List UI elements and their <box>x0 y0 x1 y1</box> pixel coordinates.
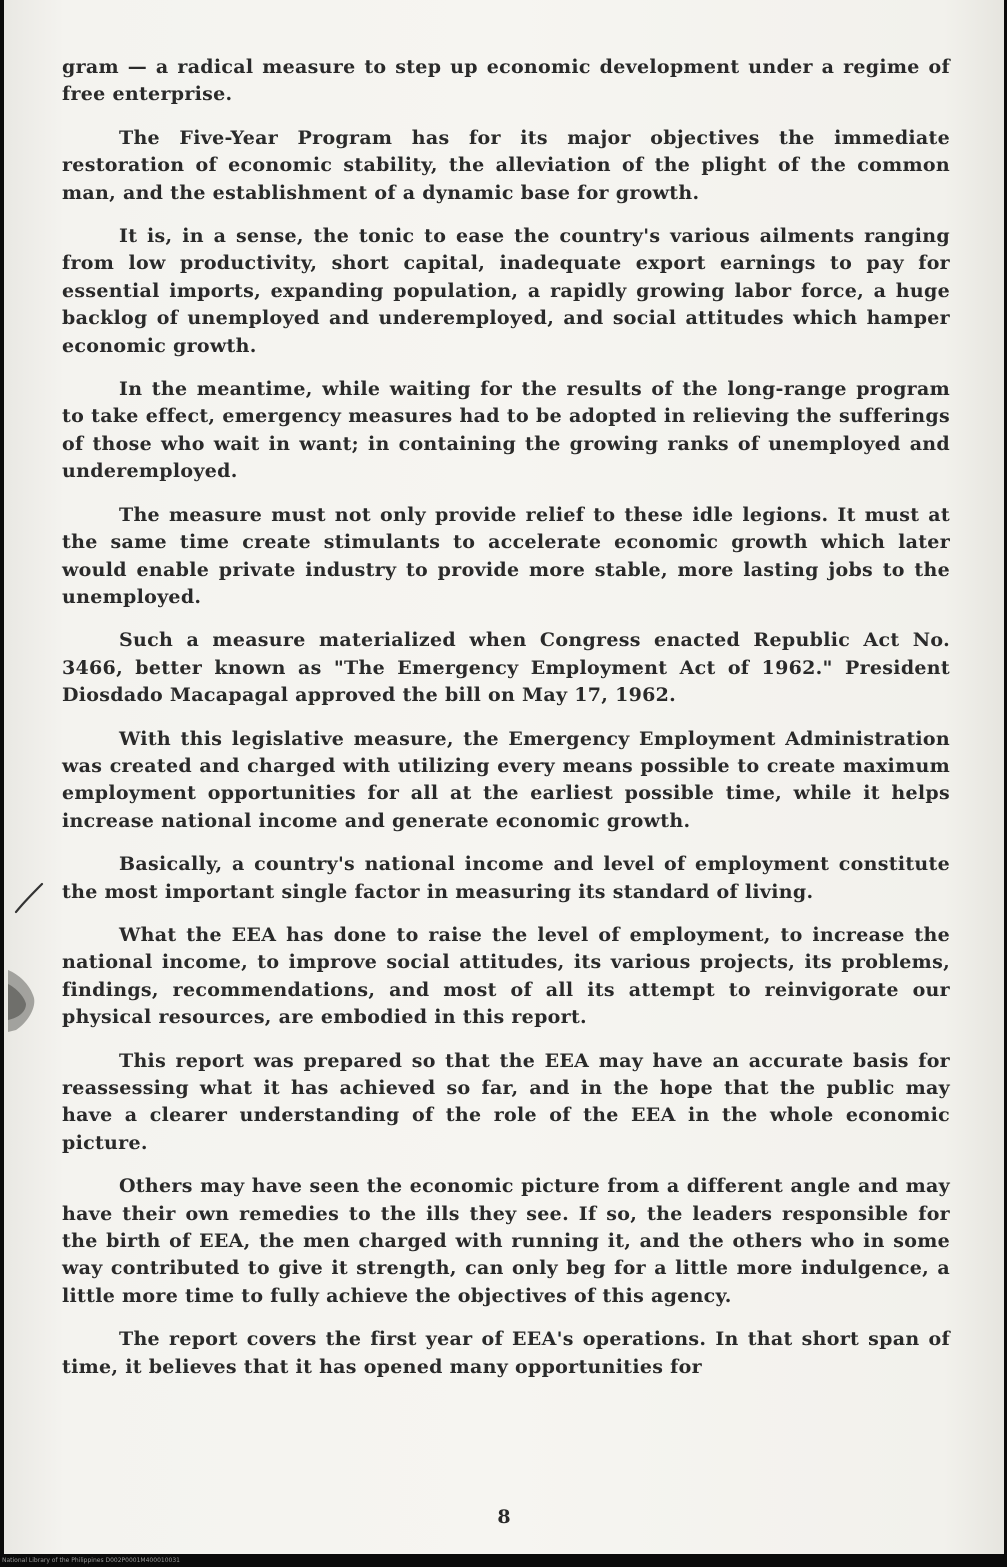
margin-stain-icon <box>8 966 38 1036</box>
paragraph-12: The report covers the first year of EEA's operations. In that short span of time, it believes that it has opened many opportunities for <box>62 1328 950 1378</box>
paragraph-7: With this legislative measure, the Emergency Employment Administration was created and charged with utilizing every means possible to create maximum employment opportunities for all at the earliest possible time, while it helps increase national income and generate economic growth. <box>62 727 950 832</box>
paragraph-4: In the meantime, while waiting for the results of the long-range program to take effect, emergency measures had to be adopted in relieving the sufferings of those who wait in want; in containing the growing ranks of unemployed and underemployed. <box>62 378 950 483</box>
paragraph-2: The Five-Year Program has for its major objectives the immediate restoration of economic stability, the alleviation of the plight of the common man, and the establishment of a dynamic base for growth. <box>62 126 950 204</box>
body-text <box>62 54 950 1397</box>
paragraph-3: It is, in a sense, the tonic to ease the country's various ailments ranging from low productivity, short capital, inadequate export earnings to pay for essential imports, expanding population, a rapidly growing labor force, a huge backlog of unemployed and underemployed, and social attitudes which hamper economic growth. <box>62 225 950 357</box>
paragraph-5: The measure must not only provide relief to these idle legions. It must at the same time create stimulants to accelerate economic growth which later would enable private industry to provide more stable, more lasting jobs to the unemployed. <box>62 503 950 608</box>
paragraph-6: Such a measure materialized when Congress enacted Republic Act No. 3466, better known as "The Emergency Employment Act of 1962." President Diosdado Macapagal approved the bill on May 17, 1962. <box>62 629 950 707</box>
page-number: 8 <box>497 1506 511 1528</box>
paragraph-8: Basically, a country's national income and level of employment constitute the most important single factor in measuring its standard of living. <box>62 853 950 903</box>
paragraph-11: Others may have seen the economic picture from a different angle and may have their own remedies to the ills they see. If so, the leaders responsible for the birth of EEA, the men charged with running it, and the others who in some way contributed to give it strength, can only beg for a little more indulgence, a little more time to fully achieve the objectives of this agency. <box>62 1175 950 1307</box>
paragraph-1: gram — a radical measure to step up economic development under a regime of free enterprise. <box>62 56 950 106</box>
paragraph-10: This report was prepared so that the EEA may have an accurate basis for reassessing what it has achieved so far, and in the hope that the public may have a clearer understanding of the role of the EEA in the whole economic picture. <box>62 1049 950 1154</box>
paragraph-9: What the EEA has done to raise the level of employment, to increase the national income, to improve social attitudes, its various projects, its problems, findings, recommendations, and most of all its attempt to reinvigorate our physical resources, are embodied in this report. <box>62 923 950 1029</box>
check-mark-icon <box>12 882 46 916</box>
archive-footer-text: National Library of the Philippines D002P0001M400010031 <box>2 1557 180 1564</box>
document-page <box>4 0 1004 1554</box>
